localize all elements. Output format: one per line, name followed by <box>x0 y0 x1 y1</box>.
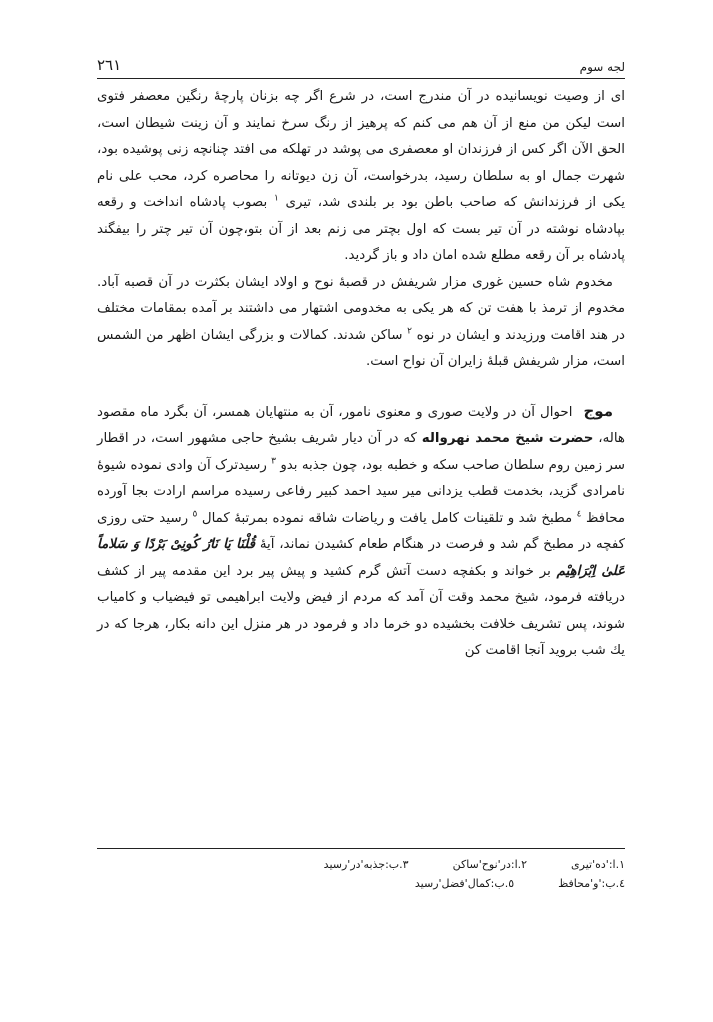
footnote-1: ١.ا:'ده'تیری <box>571 858 625 871</box>
paragraph-1 <box>97 84 625 270</box>
paragraph-1-text-cont: بصوب پادشاه انداخت و رقعه بپادشاه نوشته در آن تیر بست که اول بچتر می زنم بعد از آن بتو،چون آن تیر چتر را بیفگند پادشاه بر آن رقعه مطلع شده امان داد و باز گردید. <box>97 195 625 263</box>
paragraph-2-text-cont: ساکن شدند. کمالات و بزرگی ایشان اظهر من الشمس است، مزار شریفش قبلهٔ زایران آن نواح است. <box>97 327 625 369</box>
section-gap <box>97 376 625 398</box>
footnote-ref-2: ٢ <box>407 326 412 337</box>
paragraph-3-text-b: که در آن دیار شریف بشیخ حاجی مشهور است، در اقطار سر زمین روم سلطان صاحب سکه و خطبه بود، چون جذبه بدو <box>97 431 625 473</box>
paragraph-3-text-e: رسید حتی روزی کفچه در مطبخ گم شد و فرصت در هنگام طعام کشیدن نماند، آیهٔ <box>97 510 625 552</box>
main-text <box>97 84 625 665</box>
footnote-5: ٥.ب:کمال'فضل'رسید <box>414 877 515 890</box>
paragraph-2 <box>97 270 625 376</box>
footnote-ref-1: ١ <box>273 193 279 204</box>
footnote-row <box>97 855 625 874</box>
footnote-ref-3: ٣ <box>271 456 276 467</box>
footnotes <box>97 848 625 893</box>
paragraph-3 <box>97 398 625 665</box>
quran-verse: قُلْنَا یَا نَارُ کُونِیْ بَرْدًا وَ سَلاماً عَلیٰ اِبْرَاهِیْم <box>97 537 625 579</box>
section-heading: موج <box>583 401 613 420</box>
footnote-ref-5: ٥ <box>192 509 198 520</box>
paragraph-2-text: مخدوم شاه حسین غوری مزار شریفش در قصبهٔ نوح و اولاد ایشان بکثرت در آن قصبه آباد. مخدوم از ترمذ با هفت تن که هر یکی به مخدومی اشتهار می داشتند بر آمده بمقامات مختلف در هند اقامت ورزیدند و ایشان در نوه <box>97 274 626 343</box>
paragraph-3-text-a: احوال آن در ولایت صوری و معنوی نامور، آن به منتهایان همسر، آن بگرد ماه مقصود هاله، <box>97 404 625 446</box>
footnote-ref-4: ٤ <box>576 509 582 520</box>
paragraph-1-text: ای از وصیت نویسانیده در آن مندرج است، در شرع اگر چه بزنان پارچهٔ رنگین معصفر فتوی است لیکن من منع از آن هم می کنم که پرهیز از رنگ سرخ نمایند و آن زینت شیطان است، الحق الآن اگر کس از فرزندان او معصفری می پوشد در تهلکه می افتد چنانچه زنی پوشیده بود، شهرت جمال او به سلطان رسید، بدرخواست، آن زن دیوتانه را محاصره کرد، محب علی نام یکی از فرزندانش که صاحب باطن بود بر بلندی شد، تیری <box>97 89 625 210</box>
paragraph-3-text-c: رسیدترک آن وادی نموده شیوهٔ نامرادی گزید، بخدمت قطب یزدانی میر سید احمد کبیر رفاعی رسیده مراسم ارادت بجا آورده محافظ <box>97 457 626 526</box>
footnote-4: ٤.ب:'و'محافظ <box>558 877 625 890</box>
footnote-3: ٣.ب:جذبه'در'رسید <box>323 858 409 871</box>
paragraph-3-text-d: مطبخ شد و تلقینات کامل یافت و ریاضات شاقه نموده بمرتبهٔ کمال <box>201 510 573 526</box>
running-head: لجه سوم <box>579 60 625 74</box>
footnote-2: ٢.ا:در'نوح'ساکن <box>452 858 528 871</box>
paragraph-3-text-f: بر خواند و بکفچه دست آتش گرم کشید و پیش پیر برد این مقدمه پیر از کشف دریافته فرمود، شیخ محمد وقت آن آمد که مردم از فیض ولایت ابراهیمی تو فیضیاب و کامیاب شوند، پس تشریف خلافت بخشیده دو خرما داد و فرمود در هر منزل این دانه بکار، هرجا که در یك شب بروید آنجا اقامت کن <box>97 563 625 658</box>
page-header <box>97 52 625 79</box>
saint-name: حضرت شیخ محمد نهرواله <box>421 431 594 446</box>
page-number: ٢٦١ <box>97 56 122 74</box>
footnote-row <box>97 874 625 893</box>
